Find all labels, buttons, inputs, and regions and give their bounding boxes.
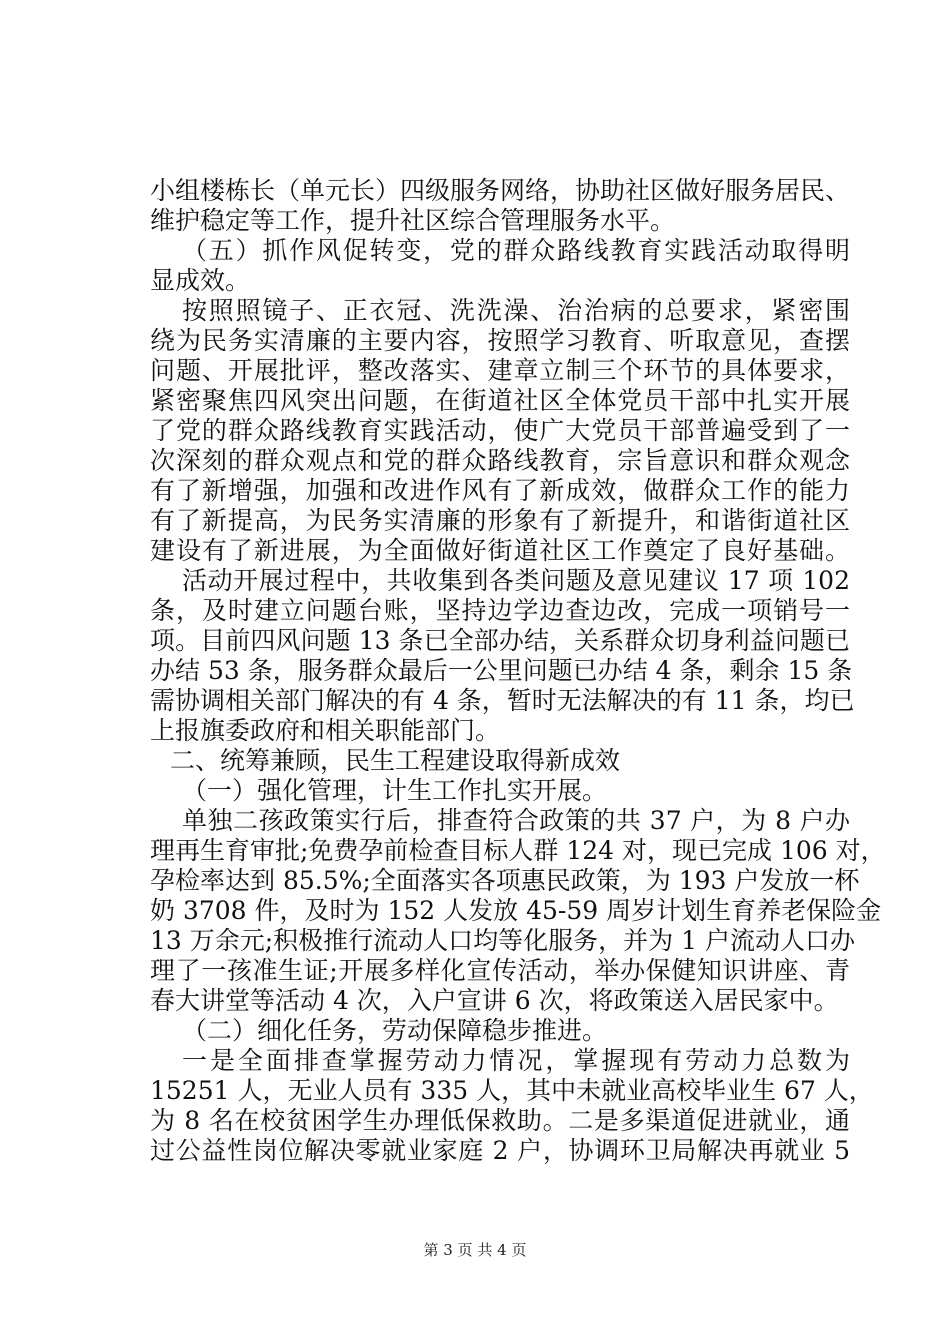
text-line: 绕为民务实清廉的主要内容，按照学习教育、听取意见，查摆 <box>150 326 850 355</box>
text-line: 过公益性岗位解决零就业家庭 2 户，协调环卫局解决再就业 5 <box>150 1136 850 1165</box>
text-line: 上报旗委政府和相关职能部门。 <box>150 716 501 745</box>
text-line: 孕检率达到 85.5%;全面落实各项惠民政策，为 193 户发放一杯 <box>150 866 860 895</box>
text-line: 问题、开展批评，整改落实、建章立制三个环节的具体要求， <box>150 356 850 385</box>
text-line: 有了新提高，为民务实清廉的形象有了新提升，和谐街道社区 <box>150 506 850 535</box>
text-line: 紧密聚焦四风突出问题，在街道社区全体党员干部中扎实开展 <box>150 386 850 415</box>
text-line: （五）抓作风促转变，党的群众路线教育实践活动取得明 <box>182 236 850 265</box>
text-line: 需协调相关部门解决的有 4 条，暂时无法解决的有 11 条，均已 <box>150 686 855 715</box>
text-line: 次深刻的群众观点和党的群众路线教育，宗旨意识和群众观念 <box>150 446 850 475</box>
text-line: 理了一孩准生证;开展多样化宣传活动，举办保健知识讲座、青 <box>150 956 850 985</box>
text-line: 15251 人，无业人员有 335 人，其中未就业高校毕业生 67 人， <box>150 1076 874 1105</box>
text-line: 为 8 名在校贫困学生办理低保救助。二是多渠道促进就业，通 <box>150 1106 850 1135</box>
text-line: 单独二孩政策实行后，排查符合政策的共 37 户，为 8 户办 <box>182 806 850 835</box>
text-line: 按照照镜子、正衣冠、洗洗澡、治治病的总要求，紧密围 <box>182 296 850 325</box>
text-line: 显成效。 <box>150 266 251 295</box>
document-body <box>150 176 886 1166</box>
page-footer: 第 3 页 共 4 页 <box>423 1241 527 1259</box>
text-line: 活动开展过程中，共收集到各类问题及意见建议 17 项 102 <box>182 566 850 595</box>
text-line: 办结 53 条，服务群众最后一公里问题已办结 4 条，剩余 15 条 <box>150 656 853 685</box>
text-line: 春大讲堂等活动 4 次，入户宣讲 6 次，将政策送入居民家中。 <box>150 986 839 1015</box>
text-line: 二、统筹兼顾，民生工程建设取得新成效 <box>170 746 621 775</box>
text-line: 理再生育审批;免费孕前检查目标人群 124 对，现已完成 106 对， <box>150 836 886 865</box>
text-line: （一）强化管理，计生工作扎实开展。 <box>182 776 608 805</box>
text-line: 13 万余元;积极推行流动人口均等化服务，并为 1 户流动人口办 <box>150 926 855 955</box>
text-line: 维护稳定等工作，提升社区综合管理服务水平。 <box>150 206 676 235</box>
text-line: 奶 3708 件，及时为 152 人发放 45-59 周岁计划生育养老保险金 <box>150 896 882 925</box>
text-line: 有了新增强，加强和改进作风有了新成效，做群众工作的能力 <box>150 476 850 505</box>
text-line: 建设有了新进展，为全面做好街道社区工作奠定了良好基础。 <box>150 536 850 565</box>
text-line: 条，及时建立问题台账，坚持边学边查边改，完成一项销号一 <box>150 596 850 625</box>
text-line: 一是全面排查掌握劳动力情况，掌握现有劳动力总数为 <box>182 1046 850 1075</box>
text-line: 了党的群众路线教育实践活动，使广大党员干部普遍受到了一 <box>150 416 850 445</box>
text-line: （二）细化任务，劳动保障稳步推进。 <box>182 1016 608 1045</box>
text-line: 小组楼栋长（单元长）四级服务网络，协助社区做好服务居民、 <box>150 176 851 205</box>
text-line: 项。目前四风问题 13 条已全部办结，关系群众切身利益问题已 <box>150 626 850 655</box>
